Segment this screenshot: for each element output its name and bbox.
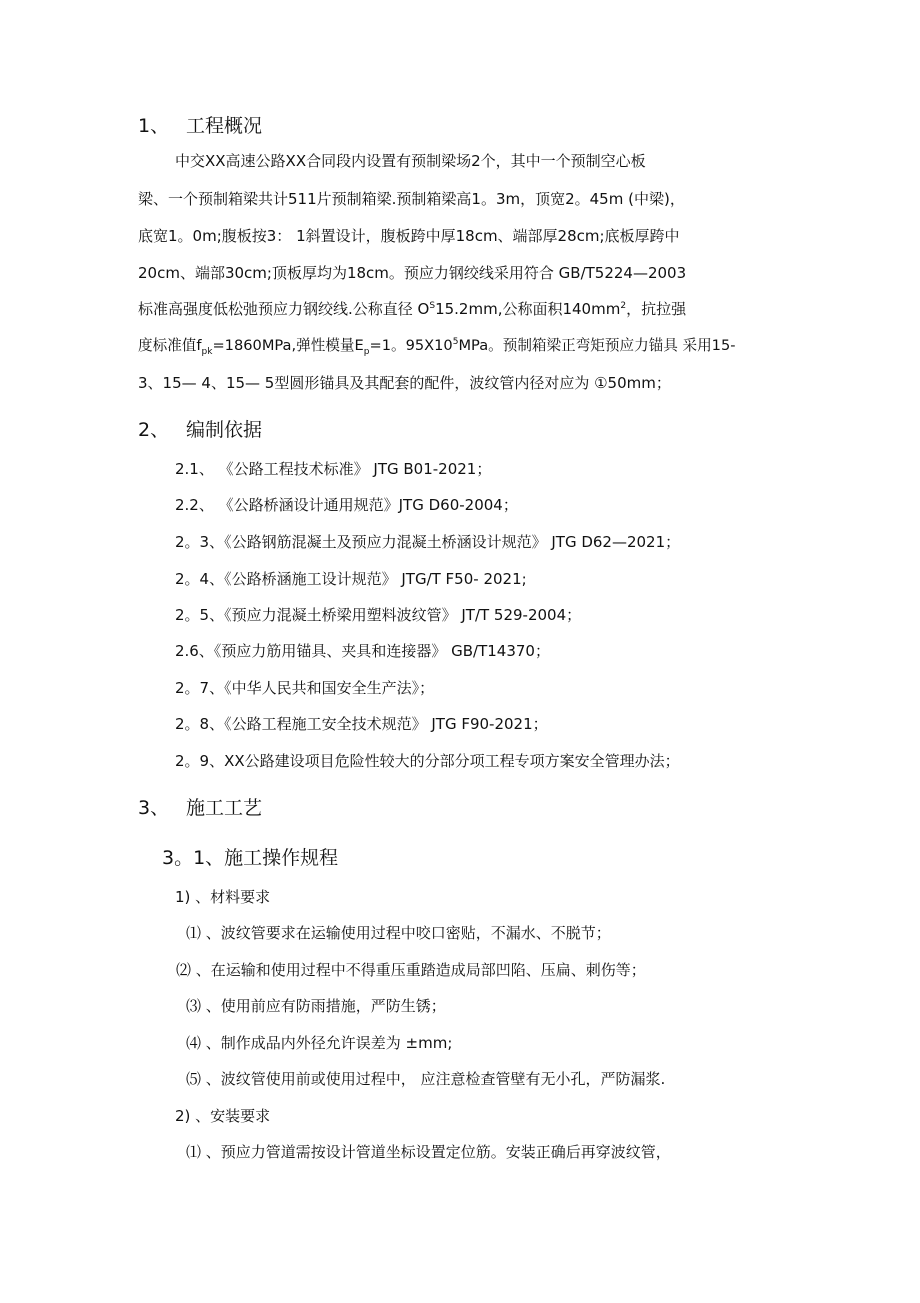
reference-item: 2.1、 《公路工程技术标准》 JTG B01-2021； — [175, 460, 492, 478]
material-item: ⑶ 、使用前应有防雨措施，严防生锈； — [186, 997, 446, 1015]
subscript: pk — [201, 346, 213, 357]
text-run: =1。95X10 — [369, 337, 453, 354]
text-run: MPa。预制箱梁正弯矩预应力锚具 采用15- — [458, 337, 736, 354]
paragraph-line: 20cm、端部30cm;顶板厚均为18cm。预应力钢绞线采用符合 GB/T5224—2003 — [138, 264, 687, 282]
install-heading: 2) 、安装要求 — [175, 1107, 271, 1125]
reference-item: 2。5、《预应力混凝土桥梁用塑料波纹管》 JT/T 529-2004； — [175, 606, 582, 624]
material-heading: 1) 、材料要求 — [175, 888, 271, 906]
paragraph-line: 中交XX高速公路XX合同段内设置有预制梁场2个，其中一个预制空心板 — [175, 152, 646, 170]
paragraph-line: 底宽1。0m;腹板按3： 1斜置设计，腹板跨中厚18cm、端部厚28cm;底板厚跨中 — [138, 227, 680, 245]
subscript: p — [363, 346, 370, 357]
material-item: ⑵ 、在运输和使用过程中不得重压重踏造成局部凹陷、压扁、刺伤等； — [176, 961, 646, 979]
section-3-title: 施工工艺 — [186, 797, 263, 819]
material-item: ⑴ 、波纹管要求在运输使用过程中咬口密贴，不漏水、不脱节； — [186, 924, 611, 942]
paragraph-line: 3、15— 4、15— 5型圆形锚具及其配套的配件，波纹管内径对应为 ①50mm； — [138, 374, 671, 392]
superscript: 2 — [620, 301, 627, 311]
paragraph-line — [138, 336, 736, 356]
section-3-number: 3、 — [138, 797, 170, 819]
text-run: 度标准值f — [138, 337, 202, 354]
section-2-number: 2、 — [138, 419, 170, 441]
superscript: 5 — [452, 337, 459, 348]
reference-item: 2。7、《中华人民共和国安全生产法》； — [175, 679, 435, 697]
section-2-title: 编制依据 — [186, 419, 263, 441]
paragraph-line — [138, 299, 686, 319]
text-run: ，抗拉强 — [626, 300, 687, 318]
reference-item: 2.6、《预应力筋用锚具、夹具和连接器》 GB/T14370； — [175, 642, 550, 660]
reference-item: 2。9、XX公路建设项目危险性较大的分部分项工程专项方案安全管理办法； — [175, 752, 680, 770]
material-item: ⑸ 、波纹管使用前或使用过程中， 应注意检查管壁有无小孔，严防漏浆. — [186, 1070, 666, 1088]
superscript: S — [429, 301, 436, 311]
reference-item: 2。3、《公路钢筋混凝土及预应力混凝土桥涵设计规范》 JTG D62—2021； — [175, 533, 681, 551]
section-3-heading — [138, 796, 262, 820]
paragraph-line: 梁、一个预制箱梁共计511片预制箱梁.预制箱梁高1。3m，顶宽2。45m (中梁)， — [138, 190, 685, 208]
reference-item: 2.2、 《公路桥涵设计通用规范》JTG D60-2004； — [175, 496, 518, 514]
subsection-heading: 3。1、施工操作规程 — [162, 847, 339, 869]
section-1-title: 工程概况 — [186, 115, 263, 137]
reference-item: 2。8、《公路工程施工安全技术规范》 JTG F90-2021； — [175, 715, 548, 733]
material-item: ⑷ 、制作成品内外径允许误差为 ±mm; — [186, 1034, 453, 1052]
text-run: 标准高强度低松弛预应力钢绞线.公称直径 O — [138, 300, 430, 318]
section-1-number: 1、 — [138, 115, 170, 137]
text-run: =1860MPa,弹性模量E — [212, 337, 364, 354]
install-item: ⑴ 、预应力管道需按设计管道坐标设置定位筋。安装正确后再穿波纹管， — [186, 1143, 671, 1161]
section-1-heading — [138, 114, 262, 138]
reference-item: 2。4、《公路桥涵施工设计规范》 JTG/T F50- 2021; — [175, 570, 527, 588]
text-run: 15.2mm,公称面积140mm — [435, 300, 621, 318]
section-2-heading — [138, 418, 262, 442]
